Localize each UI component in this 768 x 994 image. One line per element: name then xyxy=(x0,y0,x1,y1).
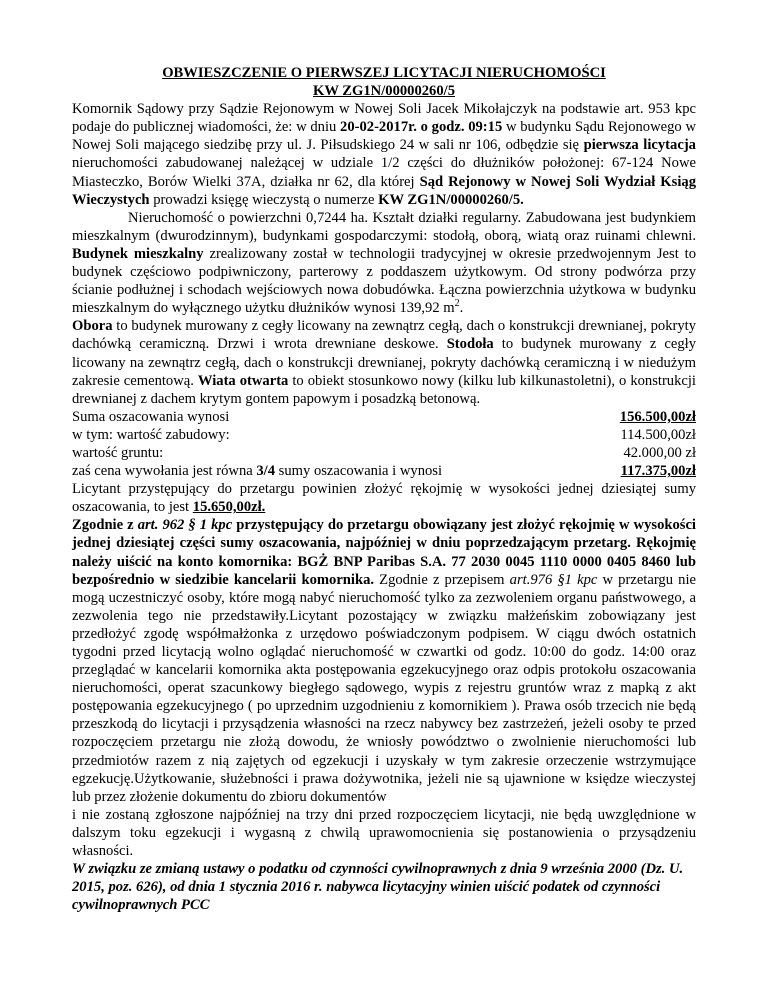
valuation-value: 156.500,00zł xyxy=(619,408,696,425)
paragraph-deposit xyxy=(72,480,696,516)
text-bold: Budynek mieszkalny xyxy=(72,245,204,262)
valuation-row xyxy=(72,444,696,462)
text-bold: Obora xyxy=(72,318,113,335)
document-title xyxy=(72,64,696,100)
paragraph-terms xyxy=(72,516,696,860)
valuation-table xyxy=(72,408,696,480)
text: sumy oszacowania i wynosi xyxy=(275,463,443,480)
kw-number: KW ZG1N/00000260/5. xyxy=(378,191,524,208)
text-bold: pierwsza licytacja xyxy=(583,137,696,154)
valuation-row xyxy=(72,426,696,444)
text: . xyxy=(459,300,464,317)
paragraph-announcement xyxy=(72,100,696,209)
paragraph-property xyxy=(72,209,696,318)
text: i nie zostaną zgłoszone najpóźniej na trzy dni przed rozpoczęciem licytacji, nie będą uwzględnione w dalszym toku egzekucji i wygasną z chwilą uprawomocnienia się postanowienia o przysądzeniu własności. xyxy=(72,806,696,860)
valuation-label: Suma oszacowania wynosi xyxy=(72,408,230,425)
deposit-amount: 15.650,00zł. xyxy=(192,499,266,516)
text: Licytant przystępujący do przetargu powinien złożyć rękojmię w wysokości jednej dziesiątej sumy oszacowania, to jest xyxy=(72,481,696,516)
valuation-label: wartość gruntu: xyxy=(72,444,164,461)
text: to budynek murowany z cegły licowany na zewnątrz cegłą, dach o konstrukcji drewnianej, pokryty dachówką ceramiczną i w niedużym zakresie cementową. xyxy=(72,336,696,389)
court-name: Sąd Rejonowy w Nowej Soli Wydział Ksiąg Wieczystych xyxy=(72,173,696,208)
bank-account-text: przystępujący do przetargu obowiązany jest złożyć rękojmię w wysokości jednej dziesiątej części sumy oszacowania, najpóźniej w dniu poprzedzającym przetarg. Rękojmię należy uiścić na konto komornika: BGŻ BNP Paribas S.A. 77 2030 0045 1110 0000 0405 8460 lub bezpośrednio w siedzibie kancelarii komornika. xyxy=(72,517,696,588)
text: Zgodnie z przepisem xyxy=(374,571,510,588)
title-line-1: OBWIESZCZENIE O PIERWSZEJ LICYTACJI NIERUCHOMOŚCI xyxy=(162,65,606,81)
text: w przetargu nie mogą uczestniczyć osoby, które mogą nabyć nieruchomość tylko za zezwoleniem organu państwowego, a zezwolenia tego nie przedstawiły.Licytant pozostający w związku małżeńskim zobowiązany jest przedłożyć zgodę współmałżonka z urzędowo poświadczonym podpisem. W ciągu dwóch ostatnich tygodni przed licytacją wolno oglądać nieruchomość w czwartki od godz. 10:00 do godz. 14:00 oraz przeglądać w kancelarii komornika akta postępowania egzekucyjnego oraz odpis protokołu oszacowania nieruchomości, operat szacunkowy biegłego sądowego, wypis z rejestru gruntów wraz z mapką z akt postępowania egzekucyjnego ( po uprzednim uzgodnieniu z komornikiem ). Prawa osób trzecich nie będą przeszkodą do licytacji i przysądzenia własności na rzecz nabywcy bez zastrzeżeń, jeżeli osoby te przed rozpoczęciem przetargu nie złożą dowodu, że wniosły powództwo o zwolnienie nieruchomości lub przedmiotów razem z nią zajętych od egzekucji i uzyskały w tym zakresie orzeczenie wstrzymujące egzekucję.Użytkowanie, służebności i prawa dożywotnika, jeżeli nie są ujawnione w księdze wieczystej lub przez złożenie dokumentu do zbioru dokumentów xyxy=(72,571,696,805)
title-line-2: KW ZG1N/00000260/5 xyxy=(312,83,456,100)
text: Nieruchomość o powierzchni 0,7244 ha. Kształt działki regularny. Zabudowana jest budynkiem mieszkalnym (dwurodzinnym), budynkami gospodarczymi: stodołą, oborą, wiatą oraz ruinami chlewni. xyxy=(72,209,696,244)
text-bold: Wiata otwarta xyxy=(197,372,289,389)
text: zrealizowany został w technologii tradycyjnej w okresie przedwojennym Jest to budynek częściowo podpiwniczony, parterowy z poddaszem użytkowym. Od strony podwórza przy ścianie podłużnej i schodach wejściowych nowa dobudówka. Łączna powierzchnia użytkowa w budynku mieszkalnym do wyłącznego użytku dłużników wynosi 139,92 m xyxy=(72,245,697,317)
text-bold: Zgodnie z xyxy=(72,517,138,534)
valuation-value: 42.000,00 zł xyxy=(623,444,696,461)
valuation-row xyxy=(72,408,696,426)
text: Komornik Sądowy przy Sądzie Rejonowym w Nowej Soli Jacek Mikołajczyk na podstawie art. 953 kpc podaje do publicznej wiadomości, że: w dniu xyxy=(72,101,696,136)
text: zaś cena wywołania jest równa xyxy=(72,463,257,480)
valuation-label: w tym: wartość zabudowy: xyxy=(72,426,230,443)
text: w budynku Sądu Rejonowego w Nowej Soli mającego siedzibę przy ul. J. Piłsudskiego 24 w sali nr 106, odbędzie się xyxy=(72,119,696,154)
superscript: 2 xyxy=(454,298,460,310)
text-italic: art.976 §1 kpc xyxy=(509,571,598,588)
paragraph-tax-notice xyxy=(72,860,696,914)
text: to obiekt stosunkowo nowy (kilku lub kilkunastoletni), o konstrukcji drewnianej z dachem krytym gontem papowym i posadzką betonową. xyxy=(72,372,696,407)
text-bold: 3/4 xyxy=(256,463,276,480)
valuation-value: 117.375,00zł xyxy=(620,463,696,480)
text-bold: Stodoła xyxy=(446,336,494,353)
auction-date: 20-02-2017r. o godz. 09:15 xyxy=(340,119,503,136)
text: to budynek murowany z cegły licowany na zewnątrz cegłą, dach o konstrukcji drewnianej, pokryty dachówką ceramiczną. Drzwi i wrota drewniane deskowe. xyxy=(72,318,696,353)
text-bold-italic: art. 962 § 1 kpc xyxy=(137,517,233,534)
paragraph-buildings xyxy=(72,317,696,407)
valuation-row xyxy=(72,462,696,480)
text: prowadzi księgę wieczystą o numerze xyxy=(149,191,379,208)
valuation-label xyxy=(72,462,442,480)
tax-notice-text: W związku ze zmianą ustawy o podatku od czynności cywilnoprawnych z dnia 9 września 2000 (Dz. U. 2015, poz. 626), od dnia 1 stycznia 2016 r. nabywca licytacyjny winien uiścić podatek od czynności cywilnoprawnych PCC xyxy=(72,861,684,914)
text: nieruchomości zabudowanej należącej w udziale 1/2 części do dłużników położonej: 67-124 Nowe Miasteczko, Borów Wielki 37A, działka nr 62, dla której xyxy=(72,155,696,190)
valuation-value: 114.500,00zł xyxy=(620,426,696,443)
